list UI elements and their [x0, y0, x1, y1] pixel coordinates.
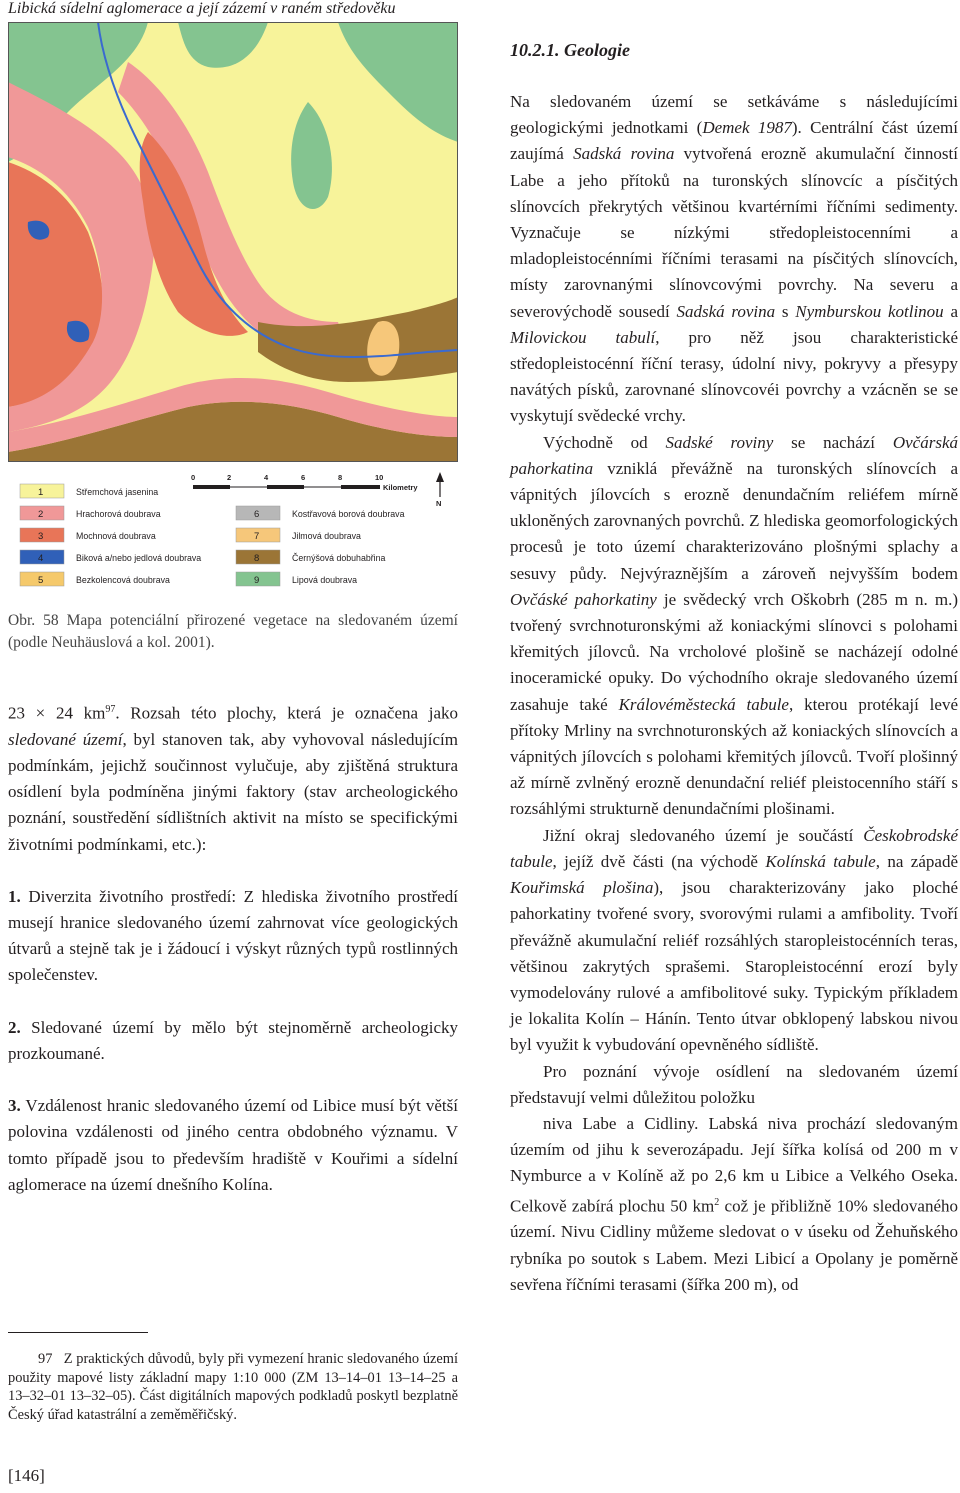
legend-label: Mochnová doubrava [76, 531, 156, 541]
scale-tick: 4 [264, 473, 269, 482]
geology-paragraph-5: niva Labe a Cidliny. Labská niva prochází sledovaným územím od jihu k severozápadu. Její šířka kolísá od 200 m v Nymburce a v Kolíně až po 2,6 km u Libice a Velkého Oseka. Celkově zabírá plochu 50 $km^2$ což je přibližně 10% sledovaného území. Nivu Cidliny můžeme sledovat o v úseku od Žehuňského rybníka po soutok s Labem. Mezi Libicí a Opolany je poměrně sevřena říčními terasami (šířka 200 m), od [510, 1113, 959, 1294]
geology-paragraph-2: Východně od Sadské roviny se nachází Ovčárská pahorkatina vzniklá převážně na turonských slínovcích a vápnitých jílovcích s erozně denundačním reliéfem mírně ukloněných zarovnaných povrchů. Z hlediska geomorfologických procesů je toto území charakterizováno plošnými splachy a sesuvy půdy. Nejvýraznějším a zároveň nejvyšším bodem Ovčáské pahorkatiny je svědecký vrch Oškobrh (285 m n. m.) tvořený svrchnoturonskými až koniackými slínovci s polohami křemitých jílovců. Na vrcholové plošině se nacházejí odolné inoceramické opuky. Do východního okraje sledovaného území zasahuje také Královéměstecká tabule, kterou protékají levé přítoky Mrliny na svrchnoturonských až koniackých slínovcích a vápnitých jílovcích s polohami křemitých jílovců. Tvoří plošinný až mírně zvlněný erozně denundační reliéf pleistocenního stáří s rozsáhlými strukturně denundačními plošinami. [510, 432, 958, 819]
intro-paragraph: 23 × 24 $km^{97}$. Rozsah této plochy, která je označena jako sledované území, byl stanoven tak, aby vyhovoval následujícím podmínkám, jejichž součinnost vylučuje, aby zjištěná struktura osídlení byla podmíněna jinými faktory (stav archeologického poznání, soustředění sídlištních aktivit na místo se specifickými životními podmínkami, etc.): [8, 703, 459, 854]
vegetation-map-svg [8, 22, 458, 597]
legend-label: Jilmová doubrava [292, 531, 361, 541]
footnote-rule [8, 1332, 148, 1333]
scale-tick: 10 [375, 473, 384, 482]
running-title: Libická sídelní aglomerace a její zázemí v raném středověku [8, 0, 396, 17]
legend-label: Hrachorová doubrava [76, 509, 161, 519]
vegetation-map [8, 22, 458, 597]
legend-num: 3 [38, 531, 44, 542]
item-3: 3. Vzdálenost hranic sledovaného území od Libice musí být větší polovina vzdálenosti od jiného centra obdobného významu. V tomto případě jsou to především hradiště v Kouřimi a sídelní aglomerace na území dnešního Kolína. [8, 1096, 458, 1194]
legend-num: 9 [254, 575, 260, 586]
scale-tick: 2 [227, 473, 232, 482]
geology-paragraph-1: Na sledovaném území se setkáváme s následujícími geologickými jednotkami (Demek 1987). Centrální část území zaujímá Sadská rovina vytvořená erozně akumulační činností Labe a jeho přítoků na turonských slínovcíc a písčitých slínovcích překrytých většinou kvartérními říčními sedimenty. Vyznačuje se nízkými středopleistocenními a mladopleistocénními říčními terasami na písčitých slínovcích, místy zarovnanými slínovcovými povrchy. Na severu a severovýchodě sousedí Sadská rovina s Nymburskou kotlinou a Milovickou tabulí, pro něž jsou charakteristické středopleistocénní říční terasy, údolní nivy, pokryvy a přesypy navátých písků, zarovnané slínovcovéi povrchy a vzácněn se se vyskytují svědecké vrchy. [510, 92, 958, 426]
legend-label: Biková a/nebo jedlová doubrava [76, 553, 202, 563]
geology-paragraph-3: Jižní okraj sledovaného území je součástí Českobrodské tabule, jejíž dvě části (na východě Kolínská tabule, na západě Kouřimská plošina), jsou charakterizovány jako ploché pahorkatiny tvořené svory, svorovými rulami a amfibolity. Tvoří převážně akumulační reliéf rozsáhlých staropleistocénních teras, většinou zakrytých sprašemi. Staropleistocénní erozí byly vymodelovány rulové a amfibolitové suky. Typickým příkladem je lokalita Kolín – Hánín. Tento útvar obklopený labskou nivou byl využit k vybudování opevněného sídliště. [510, 825, 958, 1055]
legend-label: Kostřavová borová doubrava [292, 509, 405, 519]
scale-tick: 0 [191, 473, 196, 482]
item-1: 1. Diverzita životního prostředí: Z hlediska životního prostředí musejí hranice sledovaného území zahrnovat více geologických útvarů a stejně tak je i žádoucí i výskyt různých typů rostlinných společenstev. [8, 886, 458, 985]
legend-num: 2 [38, 509, 44, 520]
item-2: 2. Sledované území by mělo být stejnoměrně archeologicky prozkoumané. [8, 1017, 458, 1063]
legend-label: Bezkolencová doubrava [76, 575, 170, 585]
legend-num: 6 [254, 509, 260, 520]
legend-num: 7 [254, 531, 260, 542]
figure-caption: Obr. 58 Mapa potenciální přirozené vegetace na sledovaném území (podle Neuhäuslová a kol. 2001). [8, 612, 458, 651]
scale-unit: Kilometry [383, 483, 418, 492]
legend-label: Střemchová jasenina [76, 487, 159, 497]
legend-num: 1 [38, 487, 44, 498]
footnote: 97 Z praktických důvodů, byly při vymezení hranic sledovaného území použity mapové listy základní mapy 1:10 000 (ZM 13–14–01 13–14–25 a 13–32–01 13–32–05). Část digitálních mapových podkladů poskytl bezplatně Český úřad katastrální a zeměměřičský. [8, 1351, 459, 1423]
north-label: N [436, 499, 442, 508]
right-column [510, 89, 958, 1298]
legend-label: Lipová doubrava [292, 575, 358, 585]
scale-tick: 6 [301, 473, 306, 482]
legend-num: 5 [38, 575, 44, 586]
legend-label: Černýšová dobuhabřina [292, 553, 386, 563]
page-number: [146] [8, 1466, 45, 1485]
legend-num: 4 [38, 553, 44, 564]
left-column [8, 697, 458, 1198]
geology-paragraph-4: Pro poznání vývoje osídlení na sledovaném území představují velmi důležitou položku [510, 1061, 958, 1107]
legend-num: 8 [254, 553, 260, 564]
scale-tick: 8 [338, 473, 343, 482]
section-heading: 10.2.1. Geologie [510, 40, 630, 60]
